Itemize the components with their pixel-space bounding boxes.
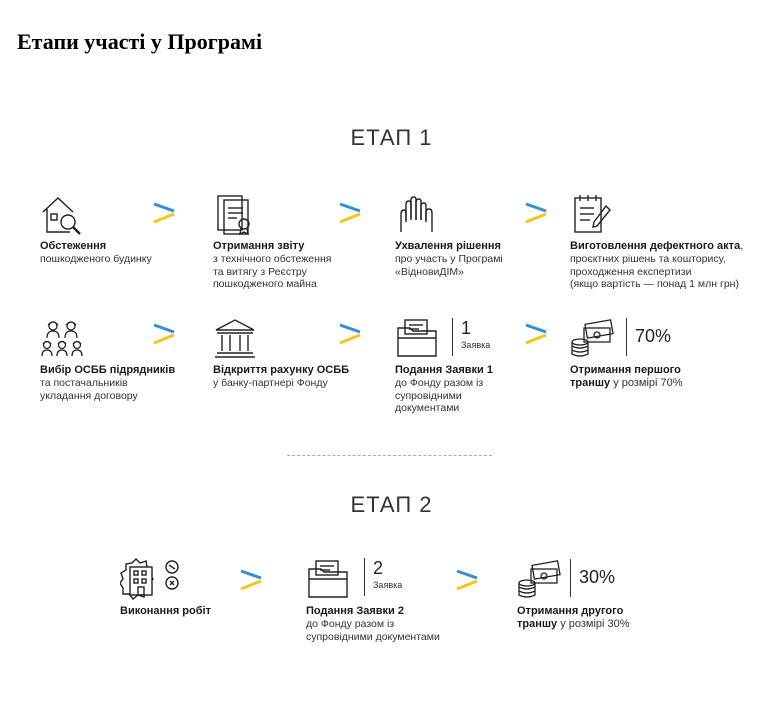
chevron-right-icon [152,201,176,225]
application-label: Заявка [373,580,403,590]
step-name: Виконання робіт [120,605,211,617]
step-desc: з технічного обстеження та витягу з Реєстру пошкодженого майна [213,253,332,290]
chevron-right-icon [524,201,548,225]
chevron-right-icon [152,322,176,346]
step-desc: до Фонду разом із супровідними документами [306,618,440,643]
step-contractors [40,316,200,402]
application-number-badge [452,318,490,356]
chevron-right-icon [524,322,548,346]
step-desc: проєктних рішень та кошторису, проходження експертизи (якщо вартість — понад 1 млн грн) [570,253,739,290]
house-search-icon [40,192,84,236]
step-name: Обстеження [40,240,107,252]
tranche-percent-badge [570,559,615,597]
stage-1-title: ЕТАП 1 [350,125,433,150]
step-name: Ухвалення рішення [395,240,501,252]
step-desc: та постачальників укладання договору [40,377,138,402]
page-title: Етапи участі у Програмі [17,28,263,54]
document-seal-icon [213,192,257,236]
step-desc: пошкодженого будинку [40,253,152,265]
step-name: Подання Заявки 1 [395,364,493,376]
step-desc: про участь у Програмі «ВідновиДІМ» [395,253,503,278]
chevron-right-icon [338,322,362,346]
checklist-pencil-icon [570,192,614,236]
application-number-badge [364,558,402,596]
application-number: 2 [373,558,384,578]
construction-gear-icon [120,557,186,601]
tranche-percent-badge [626,318,671,356]
step-name: Отримання звіту [213,240,305,252]
workers-group-icon [40,316,84,360]
step-desc: у банку-партнері Фонду [213,377,328,389]
money-stack-icon [570,316,614,360]
folder-documents-icon [395,316,439,360]
chevron-right-icon [338,201,362,225]
raised-hands-icon [395,192,439,236]
stage-2-title: ЕТАП 2 [350,492,433,517]
tranche-percent: 30% [579,567,616,587]
chevron-right-icon [455,568,479,592]
money-stack-icon [517,557,561,601]
step-defect-act [570,192,780,291]
step-name: Отримання першого траншу у розмірі 70% [570,364,683,389]
bank-building-icon [213,316,257,360]
folder-documents-icon [306,557,350,601]
application-label: Заявка [461,340,491,350]
tranche-percent: 70% [635,326,672,346]
chevron-right-icon [239,568,263,592]
step-works [120,557,240,618]
stage-divider [287,455,492,456]
application-number: 1 [461,318,472,338]
step-name: Вибір ОСББ підрядників [40,364,176,376]
step-desc: до Фонду разом із супровідними документами [395,377,484,414]
step-name: Подання Заявки 2 [306,605,404,617]
step-name: Отримання другого траншу у розмірі 30% [517,605,630,630]
step-name: Виготовлення дефектного акта, [570,240,744,252]
step-name: Відкриття рахунку ОСББ [213,364,350,376]
